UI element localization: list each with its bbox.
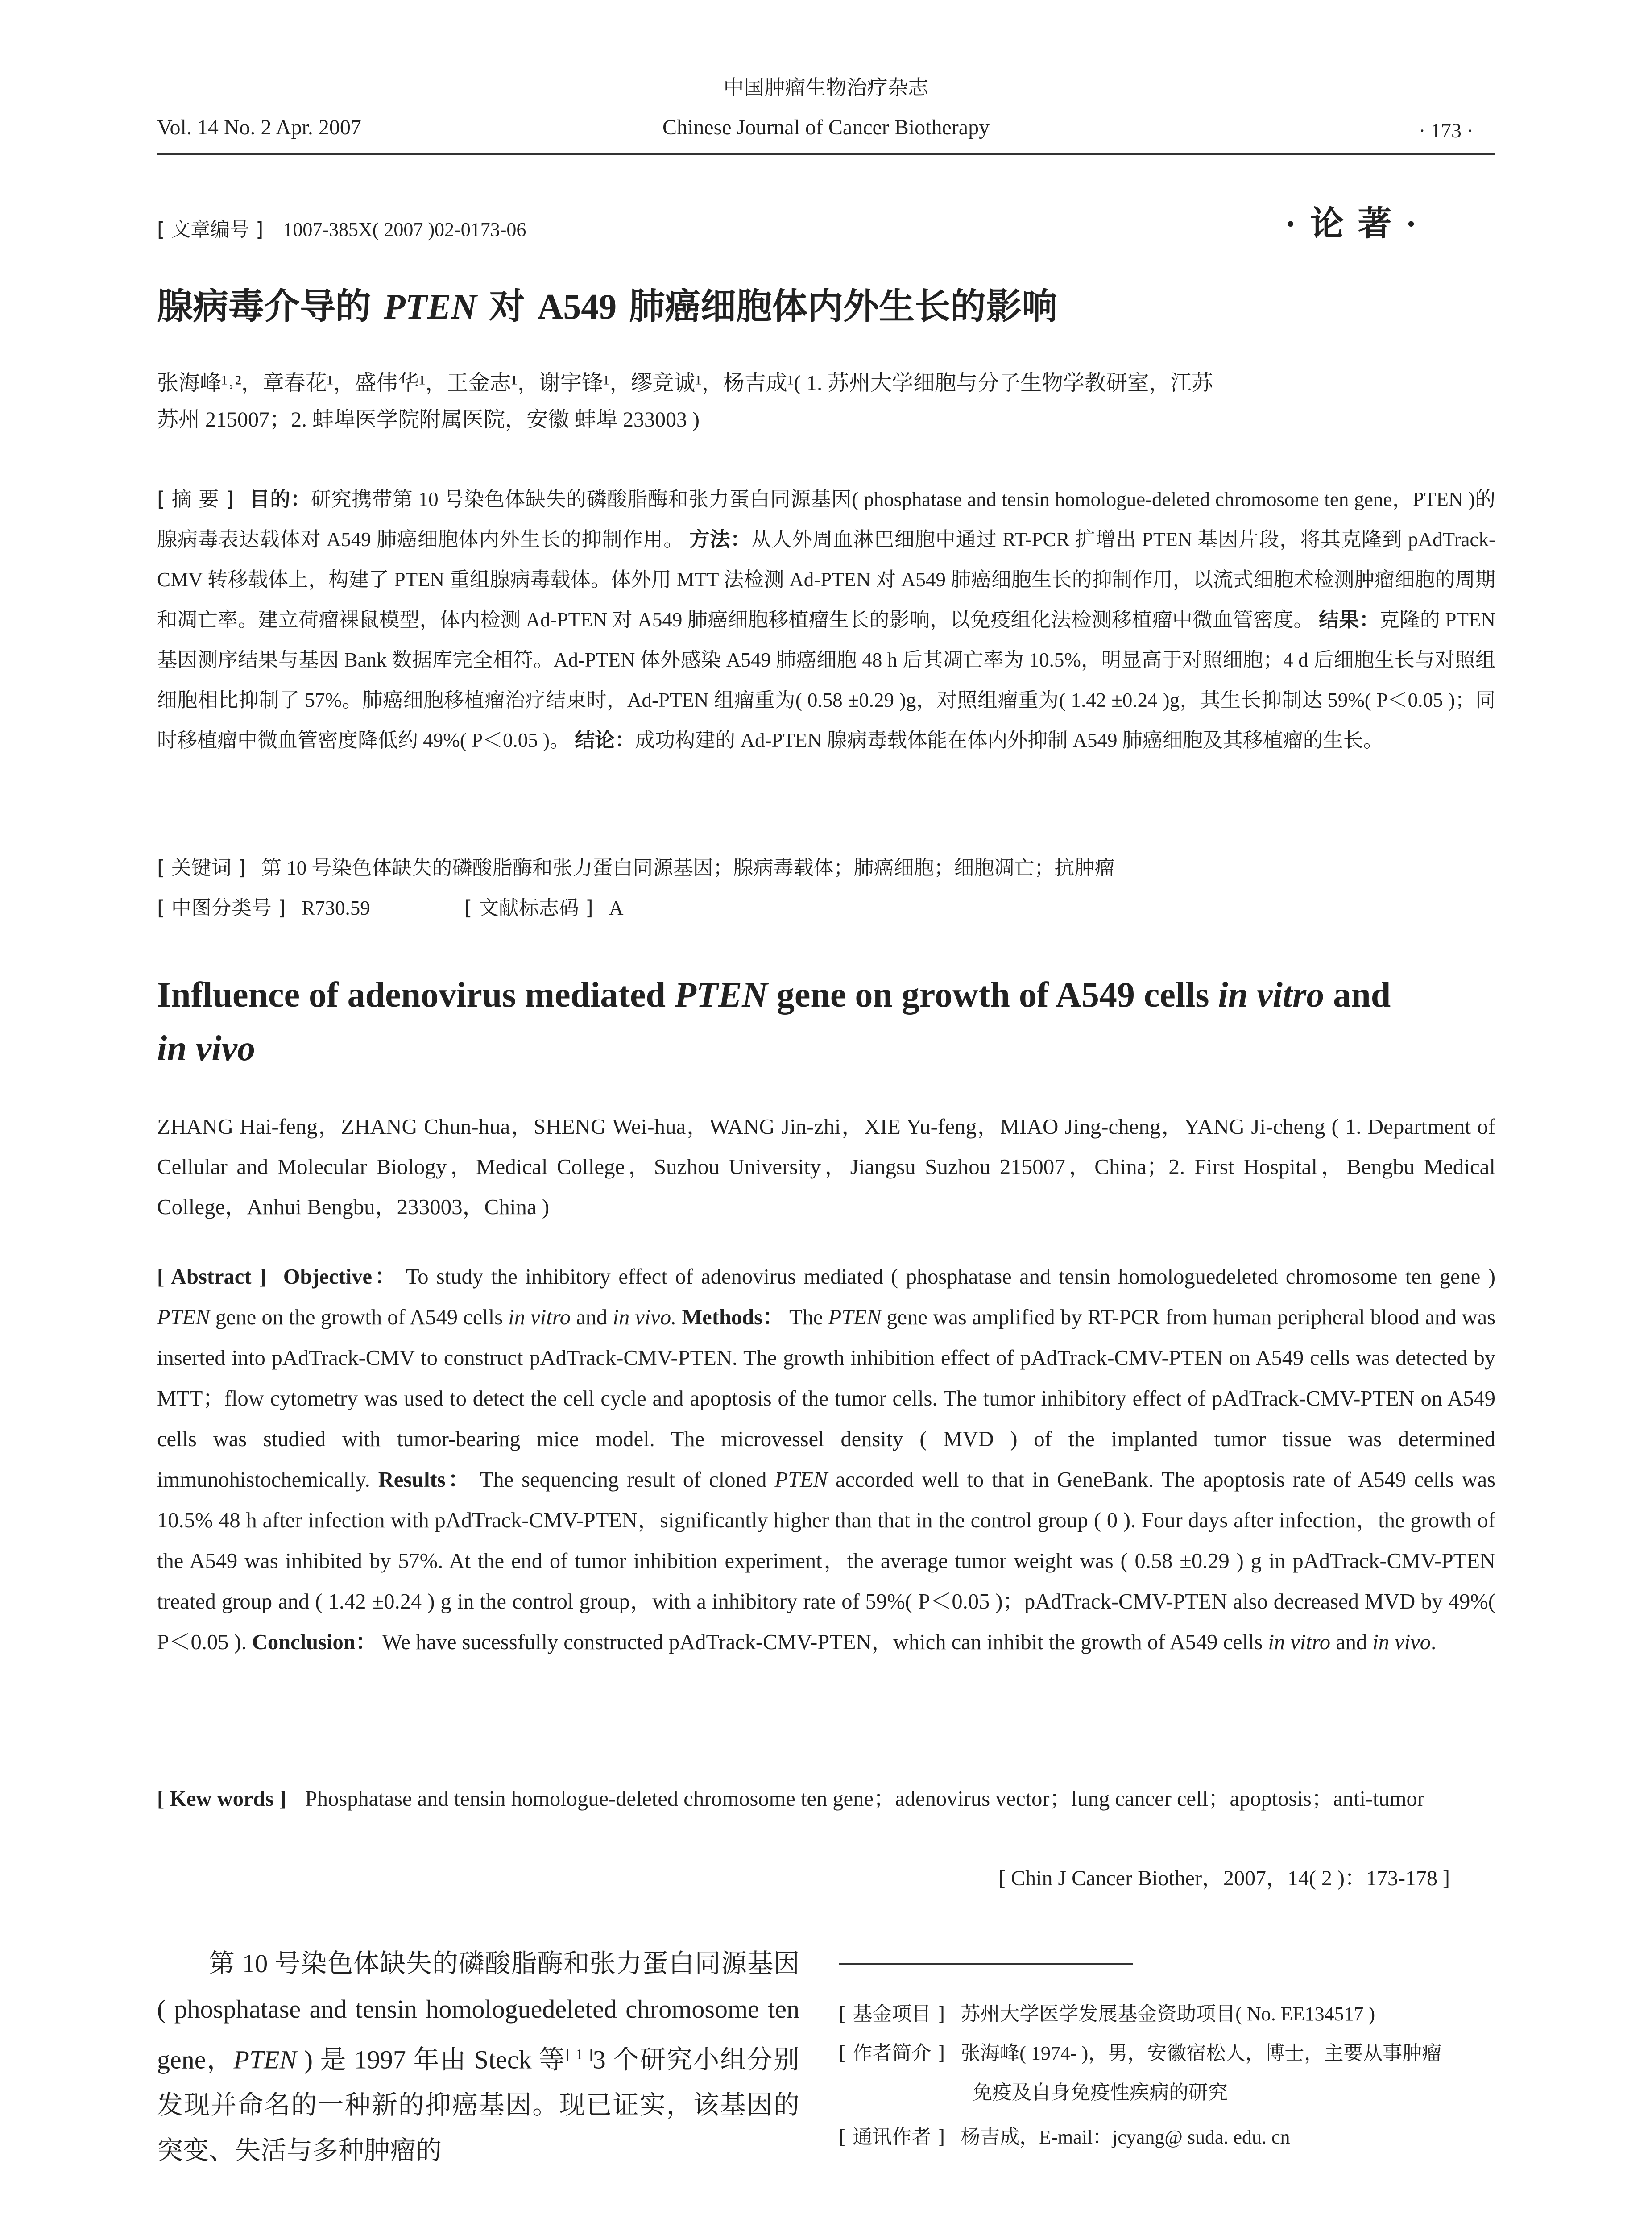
conclusion-en: .	[1431, 1630, 1437, 1654]
methods-label-en: Methods：	[682, 1306, 784, 1329]
footnote-correspondence	[839, 2118, 1499, 2157]
footnote-rule	[839, 1963, 1133, 1965]
correspondence-value: 杨吉成，E-mail：jcyang@ suda. edu. cn	[961, 2126, 1290, 2148]
footnotes	[839, 1995, 1499, 2157]
body-text: 3 个研究小组分别发现并命名的一种新的抑癌基因。现已证实，该基因的突变、失活与多种肿瘤的	[157, 2045, 799, 2165]
title-cn-part: 肺癌细胞体内外生长的影响	[617, 286, 1058, 327]
classification-label: [ 中图分类号 ]	[157, 896, 286, 920]
page-number: · 173 ·	[1419, 119, 1474, 142]
methods-en: The	[784, 1306, 828, 1329]
results-en-gene: PTEN	[774, 1468, 828, 1492]
title-en-part: Influence of adenovirus mediated	[157, 975, 675, 1015]
correspondence-label: [ 通讯作者 ]	[839, 2126, 945, 2148]
abstract-cn-label: [ 摘 要 ]	[157, 487, 234, 511]
title-cn-part: 腺病毒介导的	[157, 286, 384, 327]
abstract-cn	[157, 479, 1495, 760]
conclusion-en-invitro: in vitro	[1268, 1630, 1331, 1654]
objective-label-cn: 目的：	[249, 487, 311, 511]
doc-code-value: A	[609, 897, 624, 919]
journal-title-en: Chinese Journal of Cancer Biotherapy	[662, 116, 990, 139]
objective-en-invivo: in vivo.	[613, 1306, 677, 1329]
citation: [ Chin J Cancer Biother，2007，14( 2 )：173-178 ]	[998, 1866, 1450, 1890]
journal-title-cn: 中国肿瘤生物治疗杂志	[723, 75, 929, 100]
results-label-cn: 结果：	[1319, 608, 1380, 631]
keywords-cn	[157, 851, 1495, 880]
results-label-en: Results：	[378, 1468, 472, 1492]
article-number	[157, 213, 526, 242]
title-en	[157, 968, 1500, 1075]
objective-en: and	[571, 1306, 613, 1329]
methods-en: gene was amplified by RT-PCR from human peripheral blood and was inserted into pAdTrack-CMV to construct pAdTrack-CMV-PTEN. The growth inhibition effect of pAdTrack-CMV-PTEN on A549 cells was detected by MTT；flow cytometry was used to detect the cell cycle and apoptosis of the tumor cells. The tumor inhibitory effect of pAdTrack-CMV-PTEN on A549 cells was studied with tumor-bearing mice model. The microvessel density ( MVD ) of the implanted tumor tissue was determined immunohistochemically.	[157, 1306, 1495, 1492]
author-intro-label: [ 作者简介 ]	[839, 2042, 945, 2065]
results-en: The sequencing result of cloned	[472, 1468, 775, 1492]
volume-info: Vol. 14 No. 2 Apr. 2007	[157, 116, 361, 139]
title-cn-cell: A549	[537, 287, 617, 327]
body-gene: PTEN	[233, 2045, 297, 2074]
abstract-en	[157, 1256, 1495, 1663]
keywords-en-value: Phosphatase and tensin homologue-deleted chromosome ten gene；adenovirus vector；lung cancer cell；apoptosis；anti-tumor	[305, 1787, 1424, 1811]
keywords-cn-value: 第 10 号染色体缺失的磷酸脂酶和张力蛋白同源基因；腺病毒载体；肺癌细胞；细胞凋亡；抗肿瘤	[261, 857, 1115, 879]
body-reference: [ 1 ]	[566, 2046, 593, 2063]
conclusion-label-en: Conclusion：	[252, 1630, 377, 1654]
objective-en: To study the inhibitory effect of adenovirus mediated ( phosphatase and tensin homologuedeleted chromosome ten gene )	[398, 1265, 1496, 1289]
author-intro-line2: 免疫及自身免疫性疾病的研究	[973, 2082, 1228, 2103]
results-en: accorded well to that in GeneBank. The apoptosis rate of A549 cells was 10.5% 48 h after infection with pAdTrack-CMV-PTEN，significantly higher than that in the control group ( 0 ). Four days after infection，the growth of the A549 was inhibited by 57%. At the end of tumor inhibition experiment，the average tumor weight was ( 0.58 ±0.29 ) g in pAdTrack-CMV-PTEN treated group and ( 1.42 ±0.24 ) g in the control group，with a inhibitory rate of 59%( P＜0.05 )；pAdTrack-CMV-PTEN also decreased MVD by 49%( P＜0.05 ).	[157, 1468, 1496, 1654]
conclusion-label-cn: 结论：	[575, 728, 635, 752]
footnote-author	[839, 2034, 1499, 2073]
author-intro-line1: 张海峰( 1974- )，男，安徽宿松人，博士，主要从事肿瘤	[961, 2042, 1442, 2064]
results-cn: 克隆的 PTEN 基因测序结果与基因 Bank 数据库完全相符。Ad-PTEN 体外感染 A549 肺癌细胞 48 h 后其凋亡率为 10.5%，明显高于对照细胞；4 d 后细胞生长与对照组细胞相比抑制了 57%。肺癌细胞移植瘤治疗结束时，Ad-PTEN 组瘤重为( 0.58 ±0.29 )g，对照组瘤重为( 1.42 ±0.24 )g，其生长抑制达 59%( P＜0.05 )；同时移植瘤中微血管密度降低约 49%( P＜0.05 )。	[157, 609, 1496, 751]
title-en-invivo: in vivo	[157, 1029, 255, 1068]
methods-en-gene: PTEN	[828, 1306, 882, 1329]
keywords-en-label: [ Kew words ]	[157, 1787, 286, 1811]
column-label: · 论 著 ·	[1285, 205, 1420, 243]
authors-en: ZHANG Hai-feng，ZHANG Chun-hua，SHENG Wei-hua，WANG Jin-zhi，XIE Yu-feng，MIAO Jing-cheng，YANG Ji-cheng ( 1. Department of Cellular and Molecular Biology，Medical College，Suzhou University，Jiangsu Suzhou 215007，China；2. First Hospital，Bengbu Medical College，Anhui Bengbu，233003，China )	[157, 1114, 1495, 1219]
objective-cn: 研究携带第 10 号染色体缺失的磷酸脂酶和张力蛋白同源基因( phosphatase and tensin homologue-deleted chromosome ten gene，PTEN )的腺病毒表达载体对 A549 肺癌细胞体内外生长的抑制作用。	[157, 488, 1496, 551]
fund-label: [ 基金项目 ]	[839, 2003, 945, 2025]
authors-cn	[157, 365, 1495, 438]
fund-value: 苏州大学医学发展基金资助项目( No. EE134517 )	[961, 2003, 1375, 2025]
methods-cn: 从人外周血淋巴细胞中通过 RT-PCR 扩增出 PTEN 基因片段，将其克隆到 pAdTrack-CMV 转移载体上，构建了 PTEN 重组腺病毒载体。体外用 MTT 法检测 Ad-PTEN 对 A549 肺癌细胞生长的抑制作用，以流式细胞术检测肿瘤细胞的周期和凋亡率。建立荷瘤裸鼠模型，体内检测 Ad-PTEN 对 A549 肺癌细胞移植瘤生长的影响，以免疫组化法检测移植瘤中微血管密度。	[157, 528, 1495, 631]
body-paragraph	[157, 1941, 799, 2173]
objective-en: gene on the growth of A549 cells	[210, 1306, 509, 1329]
title-en-invitro: in vitro	[1218, 975, 1325, 1015]
body-text: ) 是 1997 年由 Steck 等	[297, 2045, 566, 2074]
footnote-fund	[839, 1995, 1499, 2034]
conclusion-en: We have sucessfully constructed pAdTrack-CMV-PTEN，which can inhibit the growth of A549 cells	[377, 1630, 1268, 1654]
conclusion-en: and	[1330, 1630, 1373, 1654]
title-en-part: gene on growth of A549 cells	[767, 975, 1218, 1015]
authors-cn-line2: 苏州 215007；2. 蚌埠医学院附属医院，安徽 蚌埠 233003 )	[157, 408, 700, 431]
objective-en-gene: PTEN	[157, 1306, 210, 1329]
title-cn-part: 对	[476, 286, 538, 327]
header-rule	[157, 153, 1495, 155]
abstract-en-label: [ Abstract ]	[157, 1265, 267, 1289]
conclusion-cn: 成功构建的 Ad-PTEN 腺病毒载体能在体内外抑制 A549 肺癌细胞及其移植瘤的生长。	[635, 729, 1383, 751]
keywords-cn-label: [ 关键词 ]	[157, 856, 246, 879]
article-number-value: 1007-385X( 2007 )02-0173-06	[283, 219, 526, 241]
classification	[157, 892, 623, 921]
title-en-part: and	[1324, 975, 1391, 1015]
conclusion-en-invivo: in vivo	[1372, 1630, 1431, 1654]
keywords-en	[157, 1779, 1495, 1819]
doc-code-label: [ 文献标志码 ]	[464, 896, 593, 920]
title-cn	[157, 278, 1057, 329]
body-text: 第 10 号染色体缺失的磷酸脂酶和张力蛋白同源基因 ( phosphatase and tensin homologuedeleted chromosome ten gene，	[157, 1949, 799, 2074]
article-number-label: [ 文章编号 ]	[157, 218, 264, 241]
objective-label-en: Objective：	[283, 1265, 399, 1289]
title-en-gene: PTEN	[675, 975, 768, 1015]
objective-en-invitro: in vitro	[508, 1306, 571, 1329]
title-cn-gene: PTEN	[383, 287, 477, 327]
authors-cn-line1: 张海峰¹˒²，章春花¹，盛伟华¹，王金志¹，谢宇锋¹，缪竞诚¹，杨吉成¹( 1. 苏州大学细胞与分子生物学教研室，江苏	[157, 371, 1213, 395]
classification-value: R730.59	[301, 897, 370, 919]
methods-label-cn: 方法：	[689, 527, 751, 551]
